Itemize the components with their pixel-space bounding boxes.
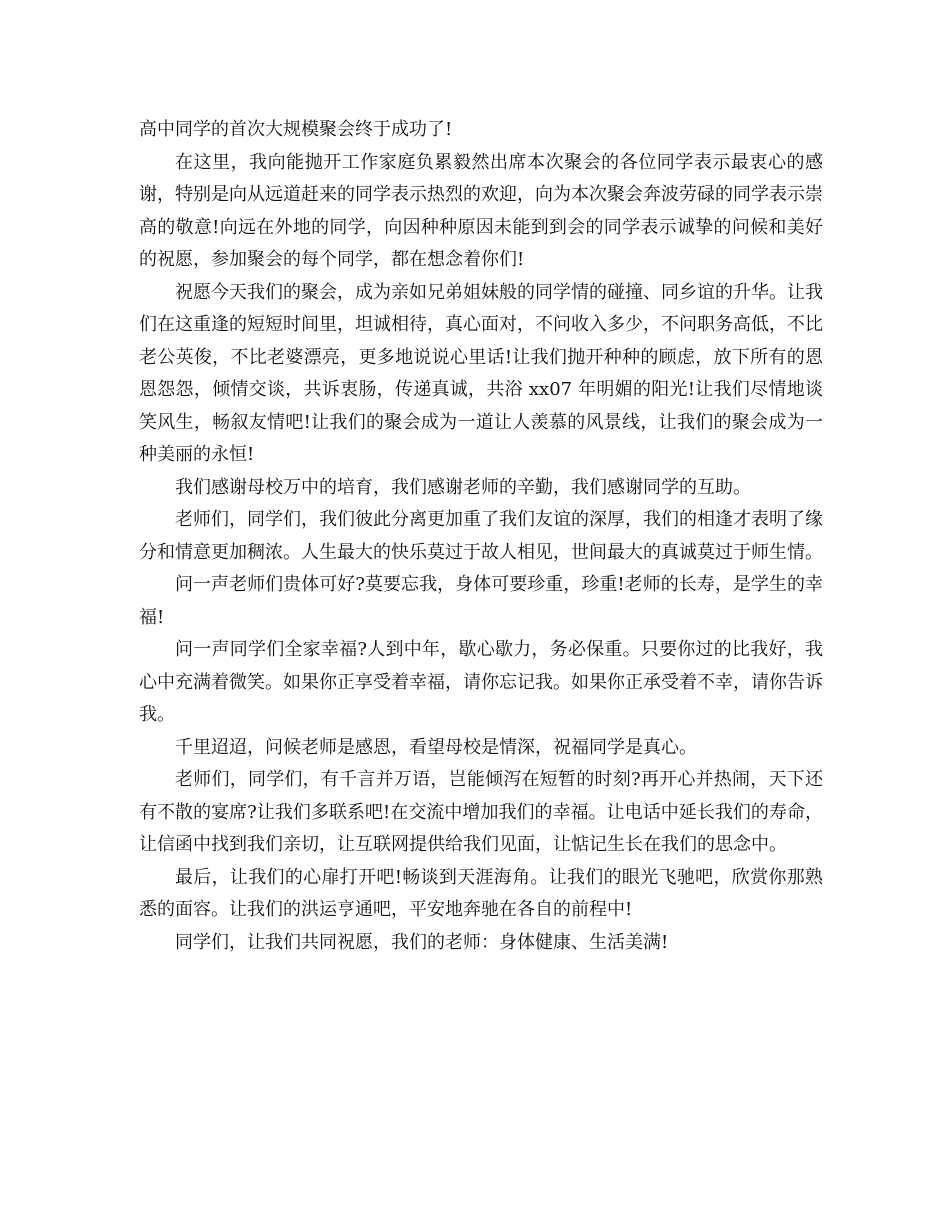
paragraph-greet-teachers: 问一声老师们贵体可好?莫要忘我，身体可要珍重，珍重!老师的长寿，是学生的幸福!	[139, 574, 823, 628]
paragraph-teachers-classmates: 老师们，同学们，我们彼此分离更加重了我们友谊的深厚，我们的相逢才表明了缘分和情意更加稠浓。人生最大的快乐莫过于故人相见，世间最大的真诚莫过于师生情。	[139, 509, 823, 563]
paragraph-opening-line: 高中同学的首次大规模聚会终于成功了!	[139, 119, 453, 140]
paragraph-wishes: 祝愿今天我们的聚会，成为亲如兄弟姐妹般的同学情的碰撞、同乡谊的升华。让我们在这重逢的短短时间里，坦诚相待，真心面对，不问收入多少，不问职务高低，不比老公英俊，不比老婆漂亮，更多地说说心里话!让我们抛开种种的顾虑，放下所有的恩恩怨怨，倾情交谈，共诉衷肠，传递真诚，共浴 xx07 年明媚的阳光!让我们尽情地谈笑风生，畅叙友情吧!让我们的聚会成为一道让人羡慕的风景线，让我们的聚会成为一种美丽的永恒!	[139, 281, 823, 465]
paragraph-keep-in-touch: 老师们，同学们，有千言并万语，岂能倾泻在短暂的时刻?再开心并热闹，天下还有不散的宴席?让我们多联系吧!在交流中增加我们的幸福。让电话中延长我们的寿命，让信函中找到我们亲切，让互联网提供给我们见面，让惦记生长在我们的思念中。	[139, 769, 823, 855]
paragraph-gratitude: 我们感谢母校万中的培育，我们感谢老师的辛勤，我们感谢同学的互助。	[175, 476, 751, 498]
paragraph-closing-wish: 同学们，让我们共同祝愿，我们的老师：身体健康、生活美满!	[175, 931, 669, 953]
paragraph-far-journey: 千里迢迢，问候老师是感恩，看望母校是情深，祝福同学是真心。	[175, 736, 697, 758]
paragraph-thanks: 在这里，我向能抛开工作家庭负累毅然出席本次聚会的各位同学表示最衷心的感谢，特别是向从远道赶来的同学表示热烈的欢迎，向为本次聚会奔波劳碌的同学表示崇高的敬意!向远在外地的同学，向因种种原因未能到到会的同学表示诚挚的问候和美好的祝愿，参加聚会的每个同学，都在想念着你们!	[139, 151, 823, 270]
paragraph-greet-classmates: 问一声同学们全家幸福?人到中年，歇心歇力，务必保重。只要你过的比我好，我心中充满着微笑。如果你正享受着幸福，请你忘记我。如果你正承受着不幸，请你告诉我。	[139, 639, 823, 725]
paragraph-finally: 最后，让我们的心扉打开吧!畅谈到天涯海角。让我们的眼光飞驰吧，欣赏你那熟悉的面容。让我们的洪运亨通吧，平安地奔驰在各自的前程中!	[139, 866, 823, 920]
document-body	[139, 114, 823, 959]
